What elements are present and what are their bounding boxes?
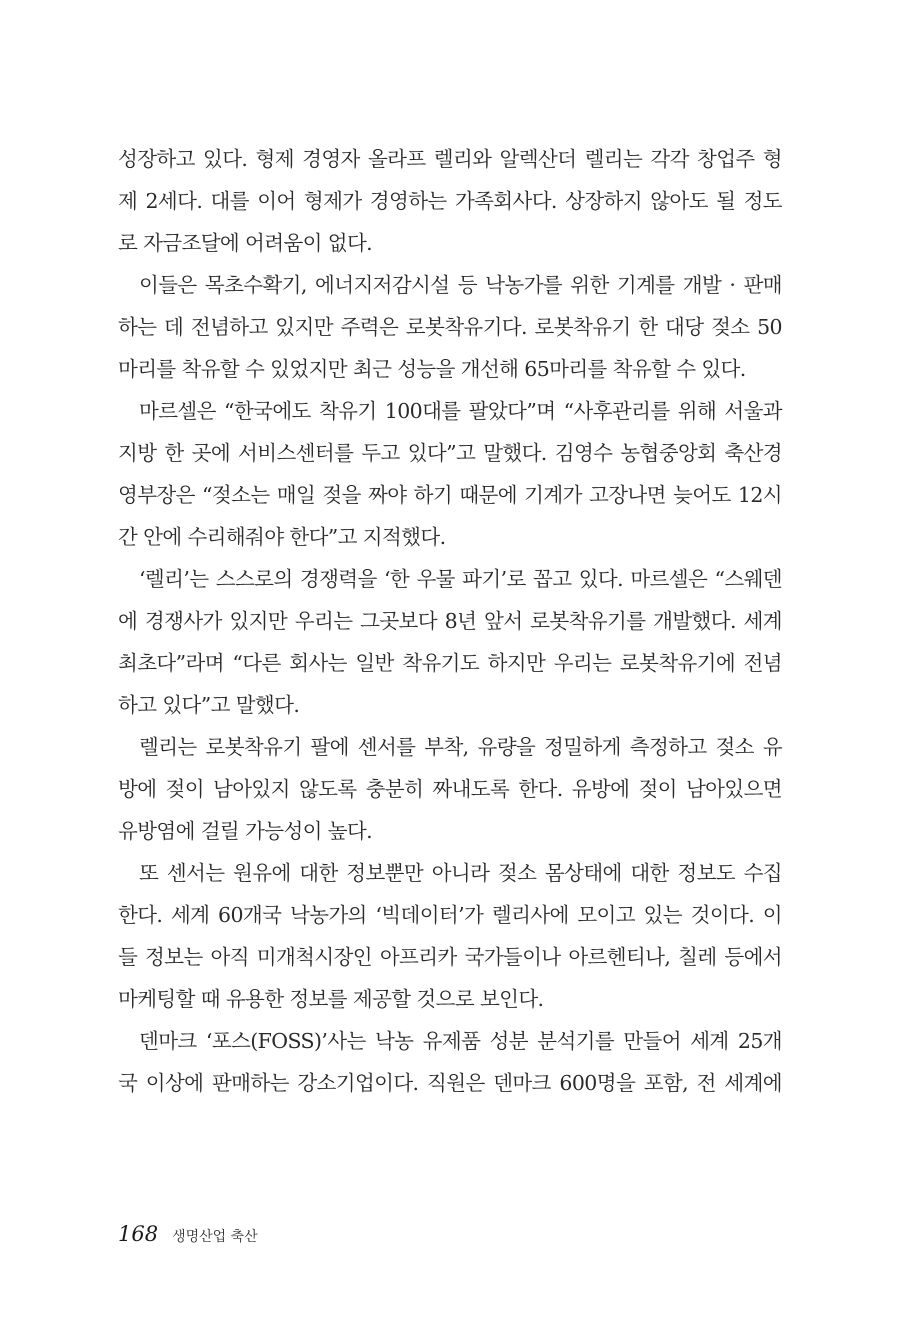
text-line: 마케팅할 때 유용한 정보를 제공할 것으로 보인다.	[118, 987, 544, 1011]
text-line: 마르셀은 “한국에도 착유기 100대를 팔았다”며 “사후관리를 위해 서울과	[139, 399, 782, 423]
text-line: 영부장은 “젖소는 매일 젖을 짜야 하기 때문에 기계가 고장나면 늦어도 12시	[118, 483, 782, 507]
text-line: 에 경쟁사가 있지만 우리는 그곳보다 8년 앞서 로봇착유기를 개발했다. 세계	[118, 609, 782, 633]
text-line: 렐리는 로봇착유기 팔에 센서를 부착, 유량을 정밀하게 측정하고 젖소 유	[139, 735, 782, 759]
text-line: 덴마크 ‘포스(FOSS)’사는 낙농 유제품 성분 분석기를 만들어 세계 25개	[139, 1029, 782, 1053]
text-line: 제 2세다. 대를 이어 형제가 경영하는 가족회사다. 상장하지 않아도 될 정도	[118, 189, 782, 213]
paragraph-5	[118, 726, 782, 852]
page-footer	[118, 1222, 258, 1252]
text-line: 성장하고 있다. 형제 경영자 올라프 렐리와 알렉산더 렐리는 각각 창업주 형	[118, 147, 782, 171]
paragraph-3	[118, 390, 782, 558]
page-body	[118, 138, 782, 1104]
text-line: 지방 한 곳에 서비스센터를 두고 있다”고 말했다. 김영수 농협중앙회 축산경	[118, 441, 782, 465]
text-line: ‘렐리’는 스스로의 경쟁력을 ‘한 우물 파기’로 꼽고 있다. 마르셀은 “스웨덴	[139, 567, 782, 591]
text-line: 유방염에 걸릴 가능성이 높다.	[118, 819, 373, 843]
text-line: 최초다”라며 “다른 회사는 일반 착유기도 하지만 우리는 로봇착유기에 전념	[118, 651, 782, 675]
text-line: 한다. 세계 60개국 낙농가의 ‘빅데이터’가 렐리사에 모이고 있는 것이다. 이	[118, 903, 782, 927]
text-line: 또 센서는 원유에 대한 정보뿐만 아니라 젖소 몸상태에 대한 정보도 수집	[139, 861, 782, 885]
paragraph-6	[118, 852, 782, 1020]
text-line: 하고 있다”고 말했다.	[118, 693, 300, 717]
page-number: 168	[118, 1222, 159, 1246]
paragraph-4	[118, 558, 782, 726]
paragraph-7	[118, 1020, 782, 1104]
text-line: 마리를 착유할 수 있었지만 최근 성능을 개선해 65마리를 착유할 수 있다.	[118, 357, 746, 381]
running-title: 생명산업 축산	[172, 1229, 258, 1245]
text-line: 국 이상에 판매하는 강소기업이다. 직원은 덴마크 600명을 포함, 전 세계에	[118, 1071, 782, 1095]
text-line: 간 안에 수리해줘야 한다”고 지적했다.	[118, 525, 446, 549]
paragraph-2	[118, 264, 782, 390]
text-line: 하는 데 전념하고 있지만 주력은 로봇착유기다. 로봇착유기 한 대당 젖소 50	[118, 315, 782, 339]
text-line: 방에 젖이 남아있지 않도록 충분히 짜내도록 한다. 유방에 젖이 남아있으면	[118, 777, 782, 801]
text-line: 로 자금조달에 어려움이 없다.	[118, 231, 373, 255]
text-line: 이들은 목초수확기, 에너지저감시설 등 낙농가를 위한 기계를 개발 · 판매	[139, 273, 782, 297]
paragraph-1	[118, 138, 782, 264]
text-line: 들 정보는 아직 미개척시장인 아프리카 국가들이나 아르헨티나, 칠레 등에서	[118, 945, 782, 969]
